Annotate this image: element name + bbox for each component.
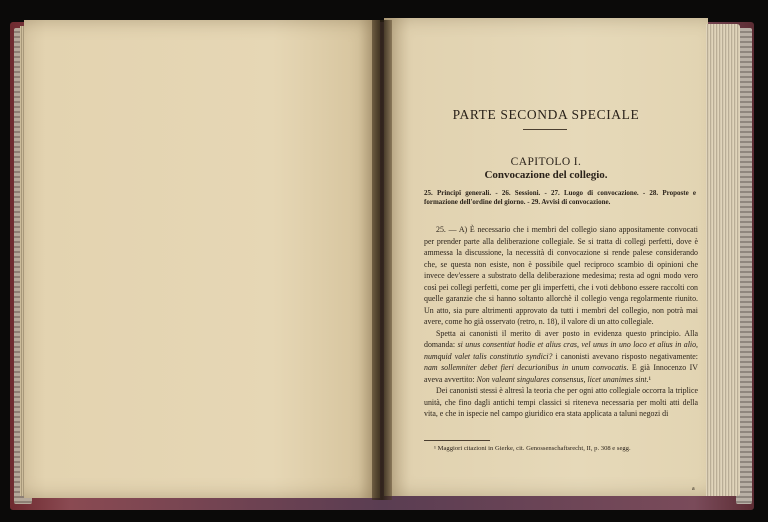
left-page-blank [24,20,380,498]
part-title: PARTE SECONDA SPECIALE [452,107,640,122]
part-title-rule [523,129,567,130]
chapter-number: CAPITOLO I. [510,156,582,168]
body-paragraph [424,385,698,420]
signature-mark: a [692,486,695,492]
text-run: i canonisti avevano risposto negativamente: [552,351,699,361]
text-run: ¹ [648,374,651,384]
footnote: ¹ Maggiori citazioni in Gierke, cit. Genossenschaftsrecht, II, p. 308 e segg. [434,445,631,452]
chapter-summary: 25. Principî generali. - 26. Sessioni. - 27. Luogo di convocazione. - 28. Proposte e formazione dell'ordine del giorno. - 29. Avvisi di convocazione. [424,189,696,206]
text-run: . E già Innocenzo IV aveva avvertito: [424,363,698,384]
body-paragraph [424,328,698,386]
italic-quote: nam sollemniter debet fieri decurionibus in unum convocatis [424,363,627,372]
body-text [424,224,698,420]
body-paragraph [424,224,698,328]
italic-quote: si unus consentiat hodie et alius cras, vel unus in uno loco et alius in alio, numquid valet talis constitutio syndici? [424,340,698,361]
book-gutter [372,20,392,500]
chapter-title: Convocazione del collegio. [484,169,608,181]
right-page-stack [706,24,740,496]
italic-quote: Non valeant singulares consensus, licet unanimes sint. [476,374,649,384]
text-run: Spetta ai canonisti il merito di aver posto in evidenza questo principio. Alla domanda: [424,328,698,349]
footnote-rule [424,440,490,441]
text-run: Dei canonisti stessi è altresì la teoria che per ogni atto collegiale occorra la triplice unità, che fino dagli antichi tempi classici si riteneva necessaria per molti atti della vita, e che in ispecie nel campo giuridico era stata applicata a taluni negozi di [424,386,698,418]
text-run: 25. — A) È necessario che i membri del collegio siano appositamente convocati per prender parte alla deliberazione collegiale. Se si tratta di collegi perfetti, dove è ammessa la discussione, la necessità di convocazione si rende palese considerando che, se questa non esiste, non è possibile quel reciproco scambio di opinioni che invece dev'essere a substrato della deliberazione medesima; resta ad ogni modo vero così pei collegi perfetti, come per gli imperfetti, che i voti debbono essere raccolti con quelle garanzie che si hanno soltanto allorchè il collegio venga regolarmente riunito. Un atto, sia pure altrimenti approvato da tutti i membri del collegio, non potrà mai avere, come ho già osservato (retro, n. 18), il valore di un atto collegiale. [424,225,698,326]
